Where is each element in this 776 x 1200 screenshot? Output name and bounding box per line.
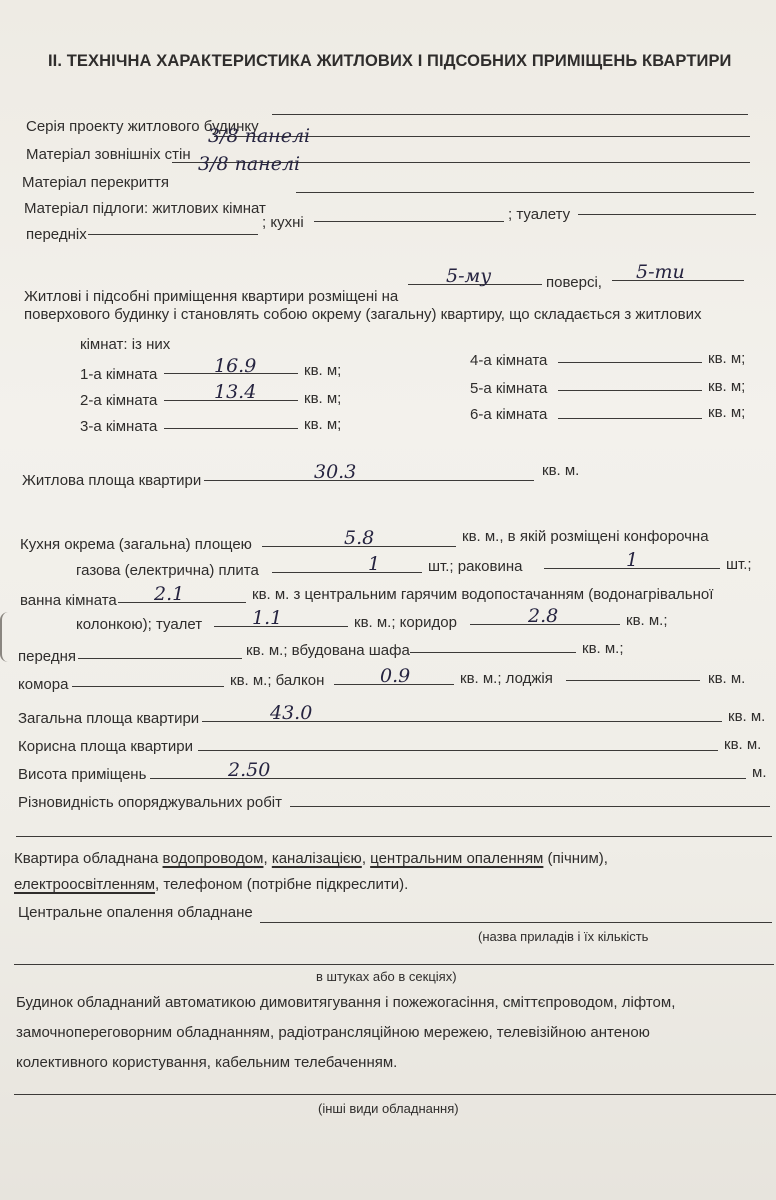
label-living-area: Житлова площа квартири [22, 472, 202, 489]
label-kitchen-floor: ; кухні [262, 214, 304, 231]
field-central-heating[interactable] [260, 922, 772, 923]
field-floor-material[interactable] [296, 192, 754, 193]
value-sink-count: 1 [626, 549, 639, 571]
label-equip-light[interactable]: електроосвітленням [14, 876, 156, 893]
label-equip-water[interactable]: водопроводом [162, 850, 264, 867]
label-equip-intro: Квартира обладнана [14, 850, 159, 867]
field-wardrobe[interactable] [410, 652, 576, 653]
unit-room3: кв. м; [304, 416, 342, 433]
field-kitchen-floor[interactable] [314, 221, 504, 222]
label-hall-floor: передніх [26, 226, 87, 243]
label-room2: 2-а кімната [80, 392, 158, 409]
unit-room4: кв. м; [708, 350, 746, 367]
label-central-heating: Центральне опалення обладнане [18, 904, 253, 921]
unit-height: м. [752, 764, 767, 781]
field-finishing[interactable] [290, 806, 770, 807]
label-useful-area: Корисна площа квартири [18, 738, 194, 755]
label-column-toilet: колонкою); туалет [76, 616, 203, 633]
label-building-equip-3: колективного користування, кабельним телебаченням. [16, 1054, 398, 1071]
label-room5: 5-а кімната [470, 380, 548, 397]
label-rooms-of: кімнат: із них [80, 336, 171, 353]
value-walls: 3/8 панелі [208, 125, 311, 147]
label-floor-overlap: Матеріал перекриття [22, 174, 169, 191]
label-sqm-balcony: кв. м.; балкон [230, 672, 325, 689]
value-height: 2.50 [228, 759, 271, 781]
label-pcs-end: шт.; [726, 556, 752, 573]
note-units: в штуках або в секціях) [316, 969, 457, 984]
label-floor-material: Матеріал підлоги: житлових кімнат [24, 200, 266, 217]
unit-room1: кв. м; [304, 362, 342, 379]
label-bathroom: ванна кімната [20, 592, 117, 609]
value-toilet: 1.1 [252, 607, 283, 629]
value-bathroom: 2.1 [154, 583, 185, 605]
value-total-area: 43.0 [270, 702, 313, 724]
label-room1: 1-а кімната [80, 366, 158, 383]
value-floor-overlap: 3/8 панелі [198, 153, 301, 175]
label-finishing: Різновидність опоряджувальних робіт [18, 794, 282, 811]
note-devices: (назва приладів і їх кількість [478, 929, 649, 944]
label-building-text: поверхового будинку і становлять собою окрему (загальну) квартиру, що складається з житлових [24, 306, 702, 323]
label-room4: 4-а кімната [470, 352, 548, 369]
label-walls: Матеріал зовнішніх стін [26, 146, 191, 163]
label-sqm-loggia: кв. м.; лоджія [460, 670, 553, 687]
label-stove: газова (електрична) плита [76, 562, 259, 579]
field-loggia[interactable] [566, 680, 700, 681]
unit-room2: кв. м; [304, 390, 342, 407]
label-kitchen-tail: кв. м., в якій розміщені конфорочна [462, 528, 709, 545]
value-corridor: 2.8 [528, 605, 559, 627]
label-equip-stove: (пічним), [547, 850, 608, 867]
label-hallway: передня [18, 648, 76, 665]
label-bath-tail: кв. м. з центральним гарячим водопостачанням (водонагрівальної [252, 586, 714, 603]
label-kitchen-area: Кухня окрема (загальна) площею [20, 536, 252, 553]
unit-room5: кв. м; [708, 378, 746, 395]
unit-wardrobe: кв. м.; [582, 640, 624, 657]
label-toilet-floor: ; туалету [508, 206, 571, 223]
field-series[interactable] [272, 114, 748, 115]
field-hall-floor[interactable] [88, 234, 258, 235]
label-sqm-wardrobe: кв. м.; вбудована шафа [246, 642, 410, 659]
value-living-area: 30.3 [314, 461, 357, 483]
field-other-equipment[interactable] [14, 1094, 776, 1095]
field-finishing-line2[interactable] [16, 836, 772, 837]
equipment-line-1: Квартира обладнана водопроводом, каналізацією, центральним опаленням (пічним), [14, 850, 608, 867]
label-equip-heating[interactable]: центральним опаленням [370, 850, 544, 867]
field-useful-area[interactable] [198, 750, 718, 751]
field-central-heating-line2[interactable] [14, 964, 774, 965]
label-floor-word: поверсі, [546, 274, 602, 291]
field-stove-count[interactable] [272, 572, 422, 573]
field-living-area[interactable] [204, 480, 534, 481]
label-room3: 3-а кімната [80, 418, 158, 435]
label-total-area: Загальна площа квартири [18, 710, 200, 727]
label-building-equip-1: Будинок обладнаний автоматикою димовитягування і пожежогасіння, сміттєпроводом, ліфтом, [16, 994, 676, 1011]
unit-total-area: кв. м. [728, 708, 766, 725]
unit-loggia: кв. м. [708, 670, 746, 687]
unit-room6: кв. м; [708, 404, 746, 421]
label-building-equip-2: замочнопереговорним обладнанням, радіотрансляційною мережею, телевізійною антеною [16, 1024, 650, 1041]
label-room6: 6-а кімната [470, 406, 548, 423]
label-height: Висота приміщень [18, 766, 147, 783]
field-room6[interactable] [558, 418, 702, 419]
value-room2: 13.4 [214, 381, 257, 403]
label-equip-phone: телефоном (потрібне підкреслити). [163, 876, 409, 893]
field-hallway[interactable] [78, 658, 242, 659]
label-sqm-corridor: кв. м.; коридор [354, 614, 457, 631]
value-floor-number: 5-му [446, 265, 492, 287]
unit-useful-area: кв. м. [724, 736, 762, 753]
field-room5[interactable] [558, 390, 702, 391]
value-room1: 16.9 [214, 355, 257, 377]
unit-corridor: кв. м.; [626, 612, 668, 629]
field-room4[interactable] [558, 362, 702, 363]
value-stove-count: 1 [368, 553, 381, 575]
field-pantry[interactable] [72, 686, 224, 687]
section-title: II. ТЕХНІЧНА ХАРАКТЕРИСТИКА ЖИТЛОВИХ І ПІДСОБНИХ ПРИМІЩЕНЬ КВАРТИРИ [48, 52, 732, 70]
equipment-line-2: електроосвітленням, телефоном (потрібне підкреслити). [14, 876, 409, 893]
label-series: Серія проекту житлового будинку [26, 118, 259, 135]
value-balcony: 0.9 [380, 665, 411, 687]
label-pcs-sink: шт.; раковина [428, 558, 523, 575]
binder-hole-mark [0, 612, 10, 662]
field-toilet-floor[interactable] [578, 214, 756, 215]
value-kitchen-area: 5.8 [344, 527, 375, 549]
label-located-on: Житлові і підсобні приміщення квартири розміщені на [24, 288, 399, 305]
unit-living-area: кв. м. [542, 462, 580, 479]
label-equip-sewer[interactable]: каналізацією [271, 850, 362, 867]
label-pantry: комора [18, 676, 69, 693]
note-other-equipment: (інші види обладнання) [318, 1101, 459, 1116]
value-storeys: 5-ти [636, 261, 685, 283]
field-room3[interactable] [164, 428, 298, 429]
